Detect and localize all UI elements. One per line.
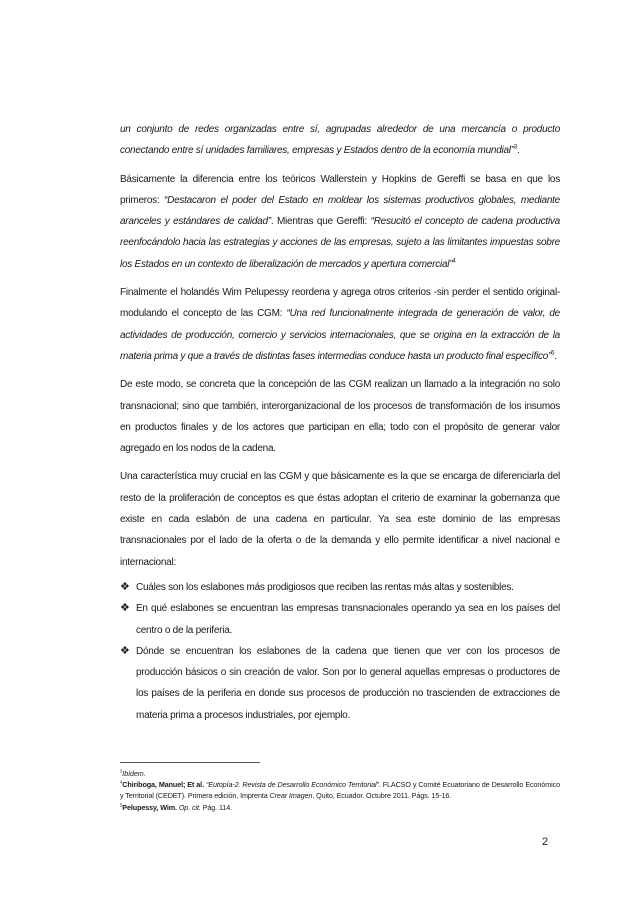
list-item xyxy=(120,641,560,726)
paragraph-end: . xyxy=(554,350,557,362)
list-item-text: En qué eslabones se encuentran las empresas transnacionales operando ya sea en los países del centro o de la periferia. xyxy=(136,603,560,636)
paragraph-2 xyxy=(120,169,560,275)
footnote-number: 3 xyxy=(120,768,123,774)
footnote-author: Chiriboga, Manuel; Et al. xyxy=(122,780,204,790)
footnote-italic: Op. cit. xyxy=(176,802,201,812)
italic-quote: “Destacaron el poder del Estado en moldear los sistemas productivos globales, mediante aranceles y estándares de calidad” xyxy=(120,194,560,228)
footnote-italic: Ibídem. xyxy=(122,769,146,778)
footnote-ref-5[interactable]: 5 xyxy=(551,350,555,357)
footnote-5 xyxy=(120,802,560,813)
footnote-number: 5 xyxy=(120,802,123,808)
footnote-title: “Eutopía-2. Revista de Desarrollo Económico Territorial” xyxy=(203,780,379,790)
paragraph-3 xyxy=(120,282,560,367)
paragraph-4: De este modo, se concreta que la concepción de las CGM realizan un llamado a la integración no solo transnacional; sino que también, interorganizacional de los procesos de transformación de los insumos en productos finales y de los actores que participan en ella; todo con el propósito de generar valor agregado en los nodos de la cadena. xyxy=(120,379,560,455)
list-item xyxy=(120,598,560,641)
list-item-text: Dónde se encuentran los eslabones de la cadena que tienen que ver con los procesos de producción básicos o sin creación de valor. Son por lo general aquellas empresas o productores de los países de la periferia en donde sus procesos de producción no trascienden de extracciones de materia prima a procesos industriales, por ejemplo. xyxy=(136,645,560,721)
paragraph-5: Una característica muy crucial en las CGM y que básicamente es la que se encarga de diferenciarla del resto de la proliferación de conceptos es que éstas adoptan el criterio de examinar la gobernanza que existe en cada eslabón de una cadena en particular. Ya sea este dominio de las empresas transnacionales por el lado de la oferta o de la demanda y ello permite identificar a nivel nacional e internacional: xyxy=(120,471,560,568)
footnote-divider xyxy=(120,762,260,763)
footnote-ref-4[interactable]: 4 xyxy=(452,258,456,265)
footnote-press: Crear Imagen xyxy=(269,791,313,801)
italic-quote: “Resucitó el concepto de cadena productiva reenfocándolo hacia las estrategias y acciones de las empresas, sujeto a las limitantes impuestas sobre los Estados en un contexto de liberalización de mercados y apertura comercial” xyxy=(120,216,560,270)
footnote-3 xyxy=(120,768,560,779)
diamond-bullet-icon: ❖ xyxy=(120,602,130,615)
footnote-text: . FLACSO y Comité Ecuatoriano de Desarrollo Económico y Territorial (CEDET). Primera edición, Imprenta xyxy=(120,780,560,801)
italic-quote: un conjunto de redes organizadas entre sí, agrupadas alrededor de una mercancía o producto conectando entre sí unidades familiares, empresas y Estados dentro de la economía mundial” xyxy=(120,124,560,157)
page-number: 2 xyxy=(542,836,549,848)
paragraph-text: Básicamente la diferencia entre los teóricos Wallerstein y Hopkins de Gereffi se basa en que los primeros: xyxy=(120,173,560,206)
italic-quote: “Una red funcionalmente integrada de generación de valor, de actividades de producción, comercio y servicios internacionales, que se origina en la extracción de la materia prima y que a través de distintas fases intermedias conduce hasta un producto final específico” xyxy=(120,308,560,362)
footnotes xyxy=(120,762,560,813)
bullet-list xyxy=(120,577,560,726)
diamond-bullet-icon: ❖ xyxy=(120,644,130,657)
body-text xyxy=(120,119,560,726)
paragraph-text: Finalmente el holandés Wim Pelupessy reordena y agrega otros criterios -sin perder el sentido original- modulando el concepto de las CGM: xyxy=(120,287,560,320)
paragraph-end: . xyxy=(516,145,520,157)
footnote-text: , Quito, Ecuador. Octubre 2011. Págs. 15-16. xyxy=(312,791,452,801)
paragraph-text: . Mientras que Gereffi: xyxy=(270,216,371,228)
footnote-number: 4 xyxy=(120,779,123,785)
footnote-4 xyxy=(120,779,560,801)
diamond-bullet-icon: ❖ xyxy=(120,580,130,593)
footnote-author: Pelupessy, Wim. xyxy=(122,802,177,812)
footnote-ref-3[interactable]: 3 xyxy=(513,144,517,151)
list-item xyxy=(120,577,560,598)
footnote-text: Pág. 114. xyxy=(200,802,233,812)
paragraph-1 xyxy=(120,119,560,162)
list-item-text: Cuáles son los eslabones más prodigiosos que reciben las rentas más altas y sostenibles. xyxy=(136,581,514,593)
